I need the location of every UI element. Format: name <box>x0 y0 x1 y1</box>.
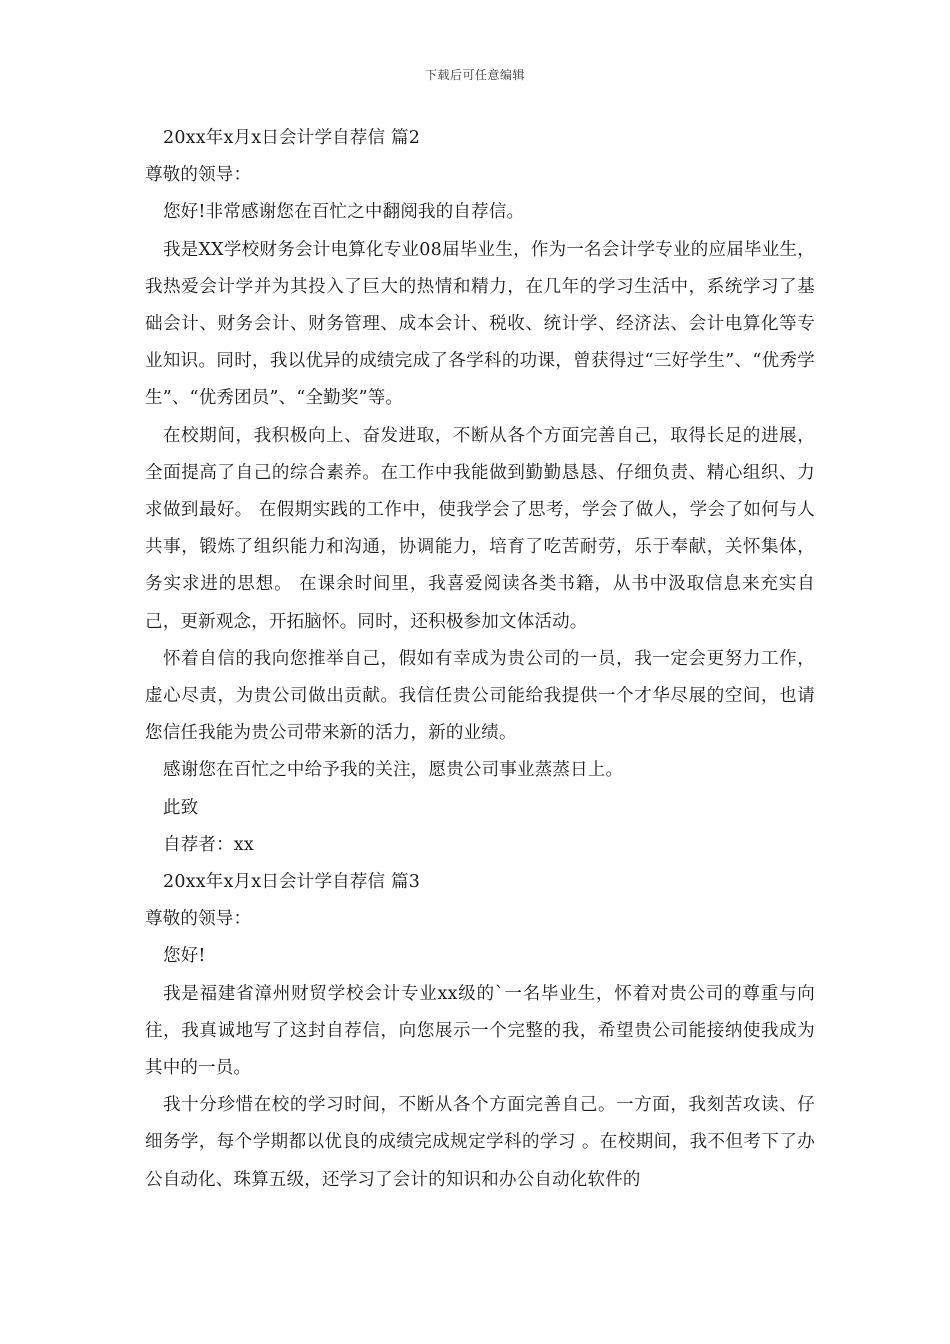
section-2-paragraph-education: 我是XX学校财务会计电算化专业08届毕业生，作为一名会计学专业的应届毕业生，我热爱会计学并为其投入了巨大的热情和精力，在几年的学习生活中，系统学习了基础会计、财务会计、财务管理、成本会计、税收、统计学、经济法、会计电算化等专业知识。同时，我以优异的成绩完成了各学科的功课，曾获得过“三好学生”、“优秀学生”、“优秀团员”、“全勤奖”等。 <box>145 239 815 409</box>
section-2-thanks: 感谢您在百忙之中给予我的关注，愿贵公司事业蒸蒸日上。 <box>163 760 624 781</box>
section-2-title: 20xx年x月x日会计学自荐信 篇2 <box>163 128 421 148</box>
section-2-greeting: 您好!非常感谢您在百忙之中翻阅我的自荐信。 <box>163 202 525 223</box>
section-3 <box>145 864 815 1199</box>
section-2-paragraph-campus-life: 在校期间，我积极向上、奋发进取，不断从各个方面完善自己，取得长足的进展，全面提高了自己的综合素养。在工作中我能做到勤勤恳恳、仔细负责、精心组织、力求做到最好。 在假期实践的工作中，使我学会了思考，学会了做人，学会了如何与人共事，锻炼了组织能力和沟通，协调能力，培育了吃苦耐劳，乐于奉献，关怀集体，务实求进的思想。 在课余时间里，我喜爱阅读各类书籍，从书中汲取信息来充实自己，更新观念，开拓脑怀。同时，还积极参加文体活动。 <box>145 425 815 632</box>
section-2-paragraph-recommendation: 怀着自信的我向您推举自己，假如有幸成为贵公司的一员，我一定会更努力工作，虚心尽责，为贵公司做出贡献。我信任贵公司能给我提供一个才华尽展的空间，也请您信任我能为贵公司带来新的活力，新的业绩。 <box>145 648 815 744</box>
section-3-paragraph-study: 我十分珍惜在校的学习时间，不断从各个方面完善自己。一方面，我刻苦攻读、仔细务学，每个学期都以优良的成绩完成规定学科的学习 。在校期间，我不但考下了办公自动化、珠算五级，还学习了会计的知识和办公自动化软件的 <box>145 1095 815 1190</box>
section-2 <box>145 120 815 864</box>
section-2-signature: 自荐者：xx <box>163 834 254 855</box>
section-2-salutation: 尊敬的领导： <box>145 165 252 186</box>
section-3-salutation: 尊敬的领导： <box>145 909 252 930</box>
section-3-paragraph-intro: 我是福建省漳州财贸学校会计专业xx级的`一名毕业生，怀着对贵公司的尊重与向往，我真诚地写了这封自荐信，向您展示一个完整的我，希望贵公司能接纳使我成为其中的一员。 <box>145 983 815 1079</box>
section-2-closing: 此致 <box>163 797 199 818</box>
section-3-title: 20xx年x月x日会计学自荐信 篇3 <box>163 872 421 893</box>
section-3-greeting: 您好! <box>163 946 206 967</box>
page-header-note: 下载后可任意编辑 <box>424 68 525 82</box>
document-body <box>145 120 815 1199</box>
